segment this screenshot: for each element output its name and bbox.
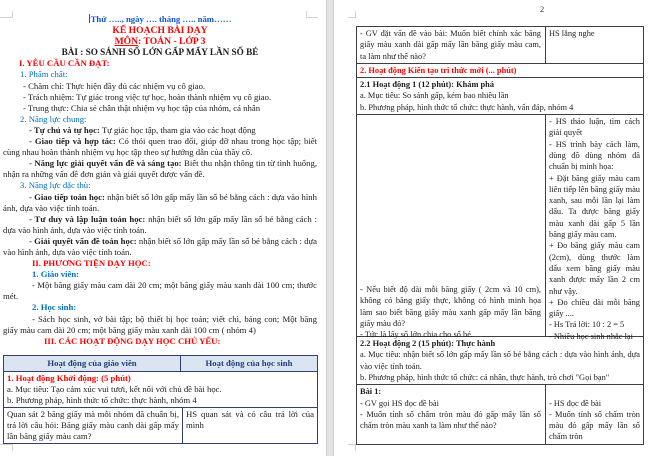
bullet: - Một băng giấy màu cam dài 20 cm; một băng giấy màu xanh dài 100 cm; thước mét. [3,280,317,302]
bullet: - Giao tiếp và hợp tác: Có thói quen trao đổi, giúp đỡ nhau trong học tập; biết cùng nhau hoàn thành nhiệm vụ học tập theo sự hướng dẫn của thầy cô. [3,136,317,158]
activity-2-1-method: b. Phương pháp, hình thức tổ chức: thực hành, vấn đáp, nhóm 4 [360,102,574,112]
subheading-hoc-sinh: 2. Học sinh: [32,302,77,313]
activity-1-method: b. Phương pháp, hình thức tổ chức: thực hành, nhóm 4 [7,395,197,406]
doc-title: KẾ HOẠCH BÀI DẠY [112,25,208,37]
teacher-cell: Bài 1: - GV gọi HS đọc đề bài - Muốn tính số chấm tròn màu đỏ gấp mấy lần số chấm tròn màu xanh ta làm như thế nào? [357,385,546,443]
teacher-cell: - Nếu biết độ dài mỗi băng giấy ( 2cm và 10 cm), không có băng giấy thực, không có hình minh họa làm sao biết băng giấy màu xanh gấp mấy lần băng giấy màu đỏ? - Tức là lấy số lớn chia cho số bé. [357,115,546,336]
page-number: 2 [540,4,545,14]
section-3-heading: III. CÁC HOẠT ĐỘNG DẠY HỌC CHỦ YẾU: [44,335,221,346]
bullet: - Chăm chỉ: Thực hiện đầy đủ các nhiệm vụ cô giao. [23,80,206,91]
table-header-row [4,356,317,371]
subheading-pham-chat: 1. Phẩm chất: [20,69,68,80]
table-row [357,384,643,443]
margin-mark [0,444,12,445]
margin-mark [12,11,13,18]
column-header-student: Hoạt động của học sinh [205,357,293,368]
activity-2-title: 2. Hoạt động Kiến tạo tri thức mới (... phút) [360,65,517,75]
subheading-nang-luc-chung: 2. Năng lực chung: [20,113,87,124]
margin-mark [306,11,307,18]
section-2-heading: II. PHƯƠNG TIỆN DẠY HỌC: [32,258,151,269]
bullet: - Năng lực giải quyết vấn đề và sáng tạo: Biết thu nhận thông tin từ tình huống, nhận ra những vấn đề đơn giản và giải quyết được vấn đề. [3,158,317,180]
subheading-giao-vien: 1. Giáo viên: [32,269,80,280]
subject-line: MÔN: TOÁN - LỚP 3 [114,36,206,48]
bullet: - Giải quyết vấn đề toán học: nhận biết số lớn gấp mấy lần số bé bằng cách : dựa vào hình ảnh, dựa vào việc tính toán. [3,235,318,257]
activity-2-1-goal: a. Mục tiêu: So sánh gấp, kém bao nhiêu lần [360,91,509,101]
student-cell: HS quan sát và có câu trả lời của mình [186,409,314,431]
activities-table-page2 [356,26,644,445]
margin-mark [355,444,356,451]
exercise-1-label: Bài 1: [360,387,382,397]
bullet: - Tự chủ và tự học: Tự giác học tập, tham gia vào các hoạt động [29,124,256,135]
bullet: - Tư duy và lập luận toán học: nhận biết số lớn gấp mấy lần số bé bằng cách : dựa vào hình ảnh, dựa vào việc tính toán. [3,213,317,235]
margin-mark [12,444,13,451]
empty-space [360,116,541,284]
teacher-cell: Quan sát 2 băng giấy mà mỗi nhóm đã chuẩn bị, trả lời câu hỏi: Băng giấy màu canh dài gấp mấy lần băng giấy màu cam? [4,408,183,443]
activity-1-section-row [4,371,317,407]
teacher-cell: - GV đặt vấn đề vào bài: Muốn biết chính xác băng giấy màu xanh dài gấp mấy lần băng giấy màu cam, ta làm như thế nào? [357,27,546,63]
bullet: - Giao tiếp toán học: nhận biết số lớn gấp mấy lần số bé bằng cách : dựa vào hình ảnh, dựa vào việc tính toán. [3,191,317,213]
activity-1-title: 1. Hoạt động Khởi động: (5 phút) [7,372,131,383]
text-caret [89,14,90,23]
column-header-teacher: Hoạt động của giáo viên [4,356,181,371]
activity-2-1-section-row [357,77,643,114]
bullet: - Sách học sinh, vở bài tập; bộ thiết bị học toán; viết chì, bảng con; Một băng giấy màu cam dài 20 cm; một băng giấy màu xanh dài 100 cm ( nhóm 4) [3,313,317,335]
bullet: - Trung thực: Chia sẻ chân thật nhiệm vụ học tập của nhóm, cá nhân [23,102,261,113]
subheading-nang-luc-dac-thu: 3. Năng lực đặc thù: [20,180,91,191]
activity-2-2-title: 2.2 Hoạt động 2 (15 phút): Thực hành [360,339,496,349]
activity-2-2-goal: a. Mục tiêu: nhận biết số lớn gấp mấy lần số bé bằng cách : dựa vào hình ảnh, dựa vào việc tính toán. [360,350,640,371]
activity-2-2-section-row [357,336,643,384]
student-cell: HS lắng nghe [549,29,595,38]
margin-mark [306,17,318,18]
activity-2-1-title: 2.1 Hoạt động 1 (12 phút): Khám phá [360,80,495,90]
margin-mark [0,17,12,18]
lesson-title: BÀI : SO SÁNH SỐ LỚN GẤP MẤY LẦN SỐ BÉ [61,47,259,58]
student-cell: - HS đọc đề bài - Muốn tính số chấm tròn màu đỏ gấp mấy lần số chấm tròn [549,398,640,442]
activity-2-section-row [357,63,643,77]
date-line: Thứ ….., ngày …. tháng ….. năm…… [90,14,232,24]
activity-1-goal: a. Mục tiêu: Tạo cảm xúc vui tươi, kết nối với chủ đề bài học. [7,384,222,394]
section-1-heading: I. YÊU CẦU CẦN ĐẠT: [19,58,110,69]
student-cell: - HS thảo luận, tìm cách giải quyết - HS trình bày cách làm, dùng đồ dùng nhóm đã chuẩn bị minh họa: + Đặt băng giấy màu cam liên tiếp lên băng giấy màu xanh, sau mỗi lần lại làm dấu. Ta được băng giấy màu xanh dài gấp 5 lần băng giấy màu cam. + Đo băng giấy màu cam (2cm), dùng thước làm dấu xem băng giấy màu xanh được mấy lần 2 cm như vậy. + Đo chiều dài mỗi băng giấy .... - Hs Trả lời: 10 : 2 = 5 - Nhiều học sinh nhắc lại [549,117,640,341]
activities-table-page1 [3,355,318,445]
activity-2-2-method: b. Phương pháp, hình thức tổ chức: cá nhân, thực hành, trò chơi "Gọi bạn" [360,372,610,382]
table-row [357,27,643,63]
table-row [4,407,317,443]
margin-mark [355,11,356,18]
document-page-2[interactable] [333,0,651,456]
table-row [357,114,643,341]
bullet: - Trách nhiệm: Tự giác trong việc tự học, hoàn thành nhiệm vụ cô giao. [23,91,272,102]
